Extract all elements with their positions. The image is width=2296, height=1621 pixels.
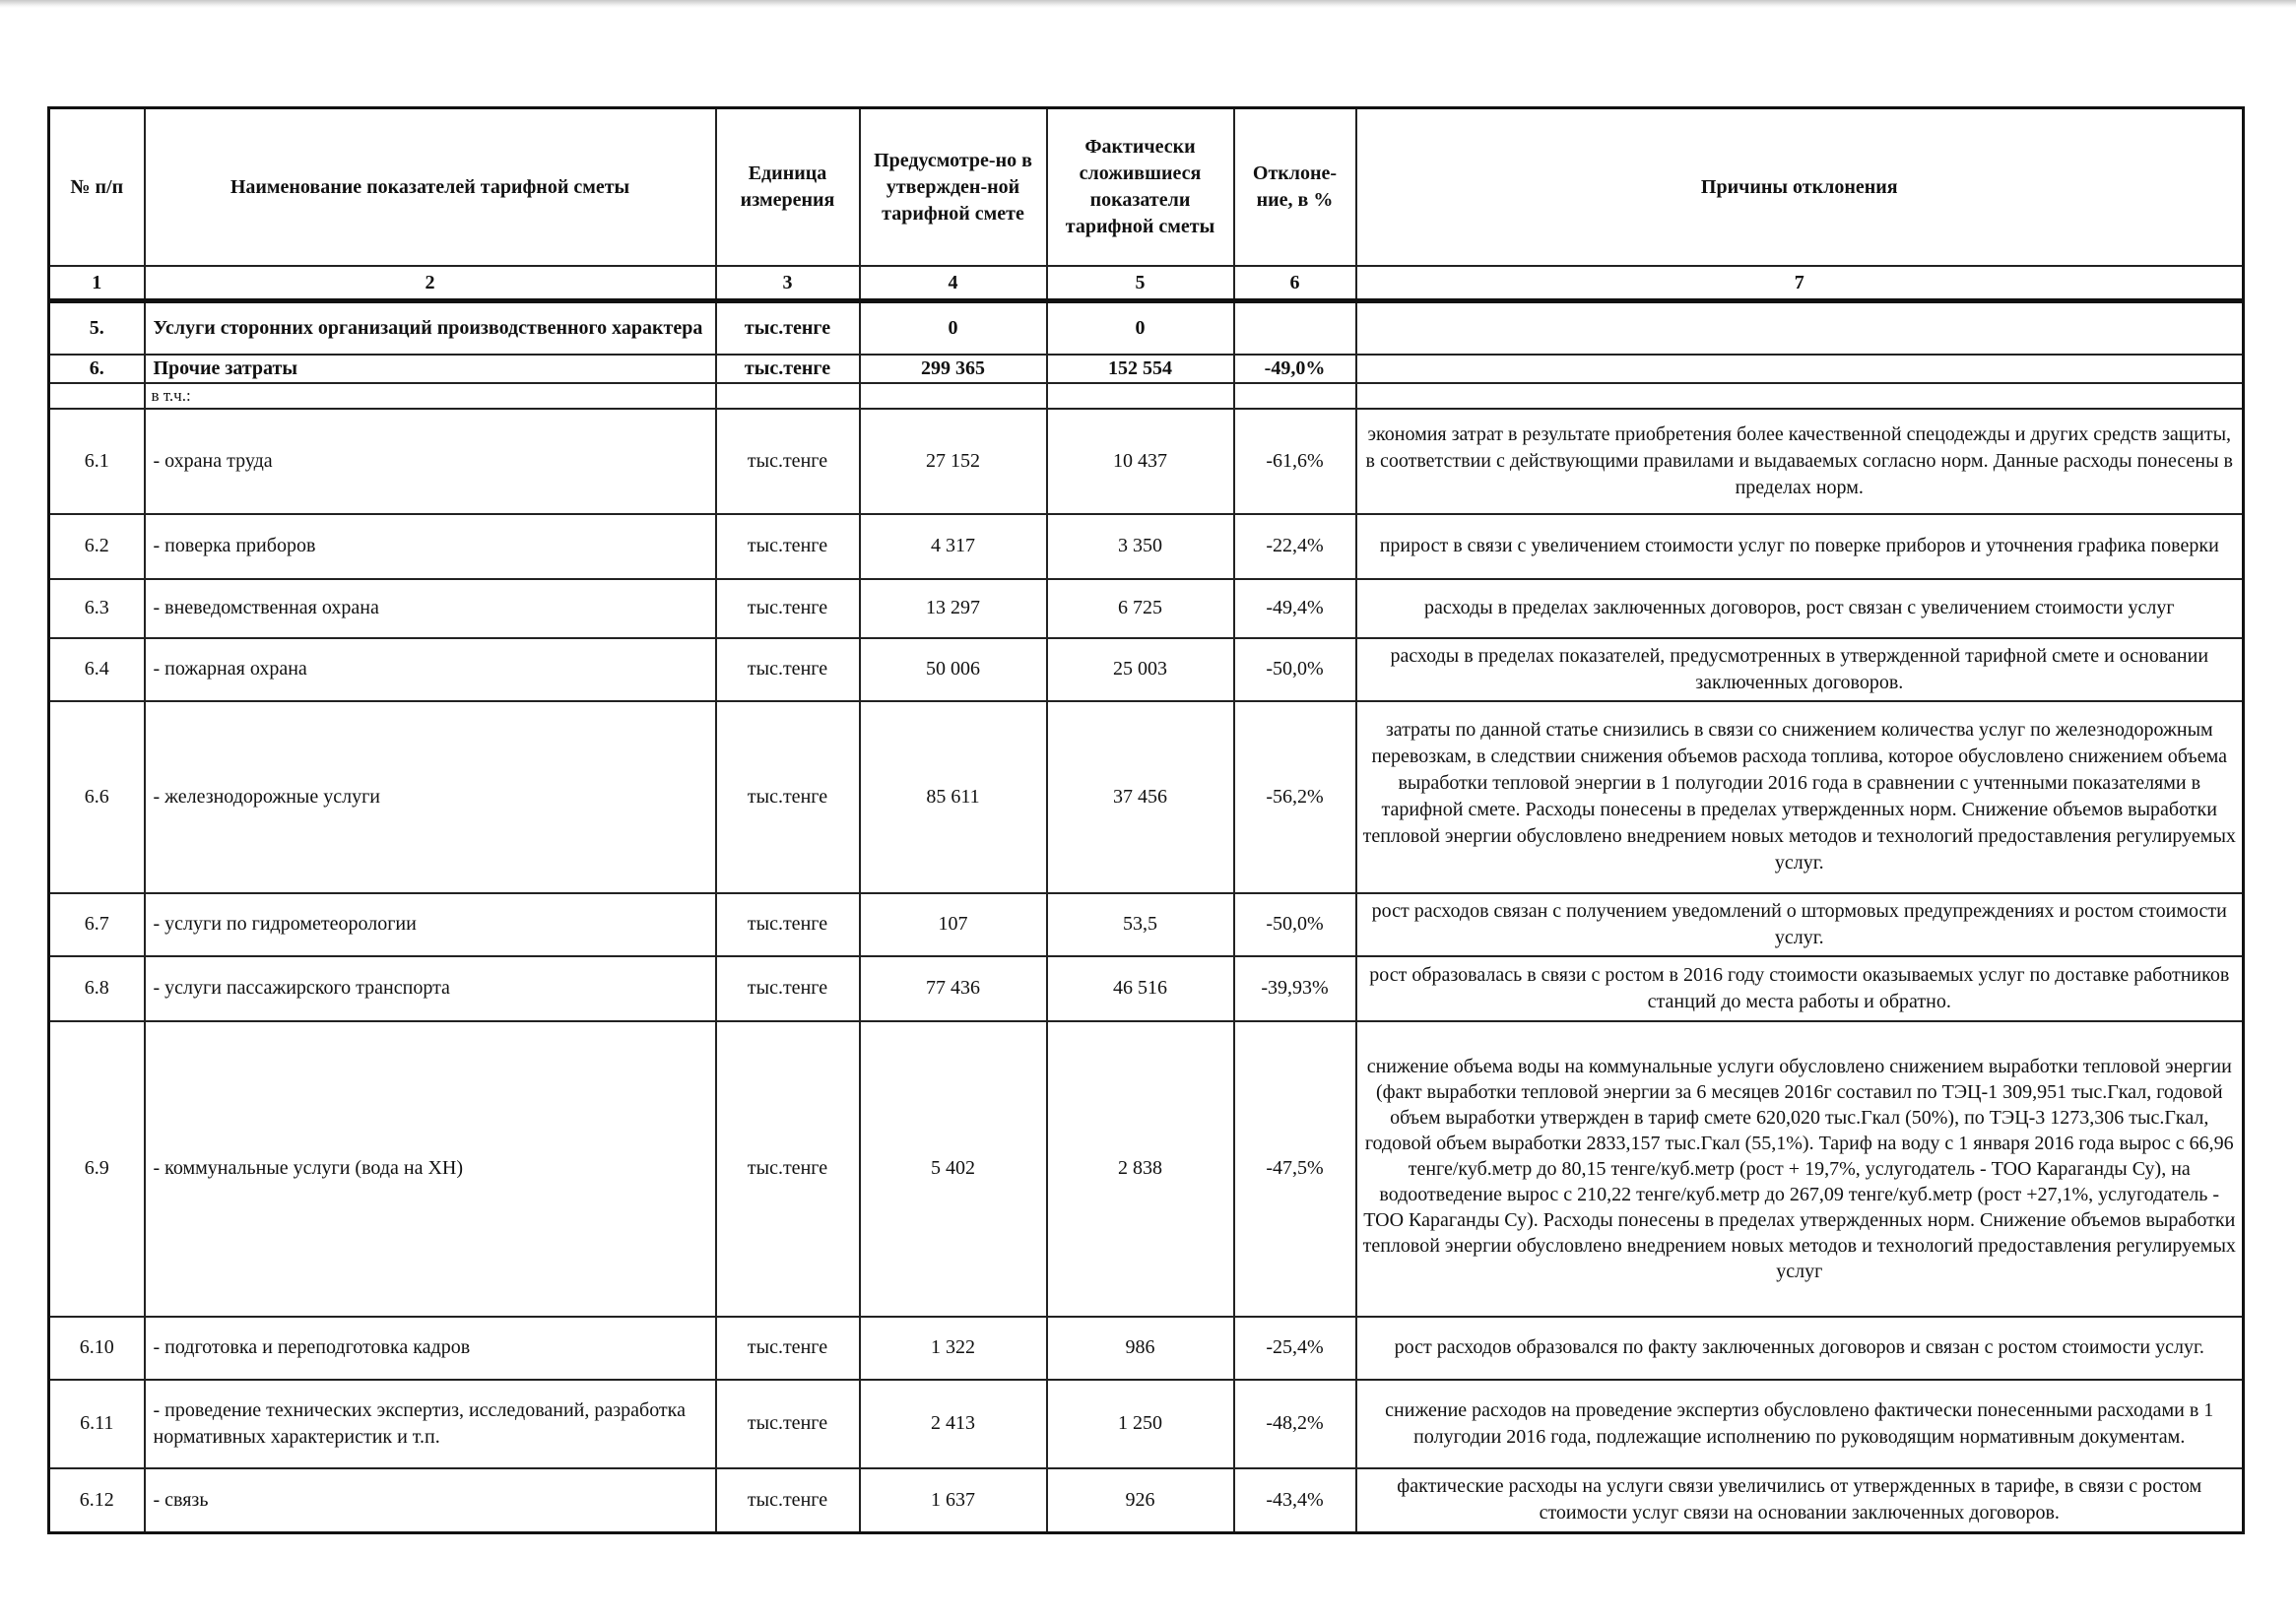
row-deviation: -56,2% [1234, 701, 1356, 893]
row-unit: тыс.тенге [716, 701, 860, 893]
row-unit: тыс.тенге [716, 1468, 860, 1533]
row-actual: 10 437 [1047, 409, 1234, 514]
scan-edge [0, 0, 2296, 8]
row-deviation [1234, 301, 1356, 355]
column-number-row [49, 266, 2244, 301]
row-actual: 25 003 [1047, 638, 1234, 701]
table-row [49, 409, 2244, 514]
table-row [49, 1317, 2244, 1380]
row-name: - услуги по гидрометеорологии [145, 893, 716, 956]
row-actual: 53,5 [1047, 893, 1234, 956]
row-unit [716, 383, 860, 409]
row-number: 6.2 [49, 514, 145, 579]
row-actual [1047, 383, 1234, 409]
row-deviation: -25,4% [1234, 1317, 1356, 1380]
row-planned: 2 413 [860, 1380, 1047, 1468]
row-name: - пожарная охрана [145, 638, 716, 701]
row-number: 6.12 [49, 1468, 145, 1533]
row-reason: экономия затрат в результате приобретения более качественной спецодежды и других средств защиты, в соответствии с действующими правилами и выдаваемых согласно норм. Данные расходы понесены в пределах норм. [1356, 409, 2244, 514]
row-actual: 3 350 [1047, 514, 1234, 579]
table-row [49, 638, 2244, 701]
row-unit: тыс.тенге [716, 956, 860, 1021]
row-reason: снижение объема воды на коммунальные услуги обусловлено снижением выработки тепловой энергии (факт выработки тепловой энергии за 6 месяцев 2016г составил по ТЭЦ-1 309,951 тыс.Гкал, годовой объем выработки утвержден в тариф смете 620,020 тыс.Гкал (50%), по ТЭЦ-3 1273,306 тыс.Гкал, годовой объем выработки 2833,157 тыс.Гкал (55,1%). Тариф на воду с 1 января 2016 года вырос с 66,96 тенге/куб.метр до 80,15 тенге/куб.метр (рост + 19,7%, услугодатель - ТОО Караганды Су), на водоотведение вырос с 210,22 тенге/куб.метр до 267,09 тенге/куб.метр (рост +27,1%, услугодатель - ТОО Караганды Су). Расходы понесены в пределах утвержденных норм. Снижение объемов выработки тепловой энергии обусловлено внедрением новых методов и технологий предоставления регулируемых услуг [1356, 1021, 2244, 1317]
row-unit: тыс.тенге [716, 638, 860, 701]
row-reason: рост расходов образовался по факту заключенных договоров и связан с ростом стоимости услуг. [1356, 1317, 2244, 1380]
row-reason: рост расходов связан с получением уведомлений о штормовых предупреждениях и ростом стоимости услуг. [1356, 893, 2244, 956]
row-name: - подготовка и переподготовка кадров [145, 1317, 716, 1380]
column-number: 6 [1234, 266, 1356, 301]
column-number: 1 [49, 266, 145, 301]
row-reason: расходы в пределах показателей, предусмотренных в утвержденной тарифной смете и основании заключенных договоров. [1356, 638, 2244, 701]
row-deviation: -49,0% [1234, 355, 1356, 383]
row-number: 6.6 [49, 701, 145, 893]
column-number: 3 [716, 266, 860, 301]
row-planned: 1 322 [860, 1317, 1047, 1380]
row-unit: тыс.тенге [716, 514, 860, 579]
row-reason: рост образовалась в связи с ростом в 2016 году стоимости оказываемых услуг по доставке работников станций до места работы и обратно. [1356, 956, 2244, 1021]
row-planned: 77 436 [860, 956, 1047, 1021]
row-unit: тыс.тенге [716, 409, 860, 514]
row-number: 6.3 [49, 579, 145, 638]
row-reason: фактические расходы на услуги связи увеличились от утвержденных в тарифе, в связи с ростом стоимости услуг связи на основании заключенных договоров. [1356, 1468, 2244, 1533]
table-row [49, 301, 2244, 355]
row-reason: снижение расходов на проведение экспертиз обусловлено фактически понесенными расходами в 1 полугодии 2016 года, подлежащие исполнению по руководящим нормативным документам. [1356, 1380, 2244, 1468]
row-reason: расходы в пределах заключенных договоров, рост связан с увеличением стоимости услуг [1356, 579, 2244, 638]
row-number: 6.9 [49, 1021, 145, 1317]
row-planned: 5 402 [860, 1021, 1047, 1317]
row-planned: 299 365 [860, 355, 1047, 383]
row-deviation: -39,93% [1234, 956, 1356, 1021]
row-number: 6.10 [49, 1317, 145, 1380]
row-unit: тыс.тенге [716, 893, 860, 956]
row-name: - охрана труда [145, 409, 716, 514]
row-unit: тыс.тенге [716, 355, 860, 383]
row-deviation: -47,5% [1234, 1021, 1356, 1317]
row-planned: 50 006 [860, 638, 1047, 701]
header-planned: Предусмотре-но в утвержден-ной тарифной смете [860, 108, 1047, 267]
row-actual: 46 516 [1047, 956, 1234, 1021]
row-deviation: -49,4% [1234, 579, 1356, 638]
row-name: - вневедомственная охрана [145, 579, 716, 638]
row-name: - железнодорожные услуги [145, 701, 716, 893]
row-actual: 6 725 [1047, 579, 1234, 638]
header-actual: Фактически сложившиеся показатели тарифной сметы [1047, 108, 1234, 267]
table-row [49, 514, 2244, 579]
row-name: - проведение технических экспертиз, исследований, разработка нормативных характеристик и т.п. [145, 1380, 716, 1468]
row-actual: 1 250 [1047, 1380, 1234, 1468]
row-deviation: -50,0% [1234, 893, 1356, 956]
row-unit: тыс.тенге [716, 301, 860, 355]
row-number: 6.8 [49, 956, 145, 1021]
table-row [49, 579, 2244, 638]
row-deviation: -48,2% [1234, 1380, 1356, 1468]
row-number: 6.7 [49, 893, 145, 956]
row-number [49, 383, 145, 409]
column-number: 2 [145, 266, 716, 301]
header-indicator-name: Наименование показателей тарифной сметы [145, 108, 716, 267]
row-reason: затраты по данной статье снизились в связи со снижением количества услуг по железнодорожным перевозкам, в следствии снижения объемов расхода топлива, которое обусловлено снижением объема выработки тепловой энергии в 1 полугодии 2016 года в сравнении с учтенными показателями в тарифной смете. Расходы понесены в пределах утвержденных норм. Снижение объемов выработки тепловой энергии обусловлено внедрением новых методов и технологий предоставления регулируемых услуг. [1356, 701, 2244, 893]
row-deviation: -22,4% [1234, 514, 1356, 579]
table-row [49, 893, 2244, 956]
row-name: - коммунальные услуги (вода на ХН) [145, 1021, 716, 1317]
row-planned: 85 611 [860, 701, 1047, 893]
row-deviation: -43,4% [1234, 1468, 1356, 1533]
column-number: 4 [860, 266, 1047, 301]
header-unit: Единица измерения [716, 108, 860, 267]
row-reason: прирост в связи с увеличением стоимости услуг по поверке приборов и уточнения графика поверки [1356, 514, 2244, 579]
row-name: Прочие затраты [145, 355, 716, 383]
row-actual: 2 838 [1047, 1021, 1234, 1317]
table-row [49, 1380, 2244, 1468]
table-row [49, 1468, 2244, 1533]
header-row [49, 108, 2244, 267]
row-number: 6.4 [49, 638, 145, 701]
row-actual: 37 456 [1047, 701, 1234, 893]
table-row [49, 1021, 2244, 1317]
row-number: 6.11 [49, 1380, 145, 1468]
table-row [49, 701, 2244, 893]
row-actual: 152 554 [1047, 355, 1234, 383]
row-reason [1356, 301, 2244, 355]
row-unit: тыс.тенге [716, 1021, 860, 1317]
row-planned: 4 317 [860, 514, 1047, 579]
row-reason [1356, 355, 2244, 383]
row-actual: 926 [1047, 1468, 1234, 1533]
table-row [49, 956, 2244, 1021]
row-name: - поверка приборов [145, 514, 716, 579]
row-actual: 986 [1047, 1317, 1234, 1380]
row-planned [860, 383, 1047, 409]
row-name: - услуги пассажирского транспорта [145, 956, 716, 1021]
row-planned: 107 [860, 893, 1047, 956]
row-reason [1356, 383, 2244, 409]
row-deviation: -50,0% [1234, 638, 1356, 701]
row-name: - связь [145, 1468, 716, 1533]
tariff-report-sheet [47, 106, 2242, 1534]
header-deviation: Отклоне-ние, в % [1234, 108, 1356, 267]
row-deviation: -61,6% [1234, 409, 1356, 514]
row-number: 6.1 [49, 409, 145, 514]
column-number: 7 [1356, 266, 2244, 301]
column-number: 5 [1047, 266, 1234, 301]
row-planned: 1 637 [860, 1468, 1047, 1533]
row-planned: 27 152 [860, 409, 1047, 514]
row-unit: тыс.тенге [716, 1317, 860, 1380]
row-number: 5. [49, 301, 145, 355]
row-unit: тыс.тенге [716, 579, 860, 638]
header-reasons: Причины отклонения [1356, 108, 2244, 267]
tariff-table [47, 106, 2245, 1534]
row-unit: тыс.тенге [716, 1380, 860, 1468]
row-actual: 0 [1047, 301, 1234, 355]
header-number: № п/п [49, 108, 145, 267]
row-name: Услуги сторонних организаций производственного характера [145, 301, 716, 355]
table-row [49, 383, 2244, 409]
row-deviation [1234, 383, 1356, 409]
row-planned: 0 [860, 301, 1047, 355]
row-number: 6. [49, 355, 145, 383]
row-planned: 13 297 [860, 579, 1047, 638]
row-name: в т.ч.: [145, 383, 716, 409]
table-row [49, 355, 2244, 383]
